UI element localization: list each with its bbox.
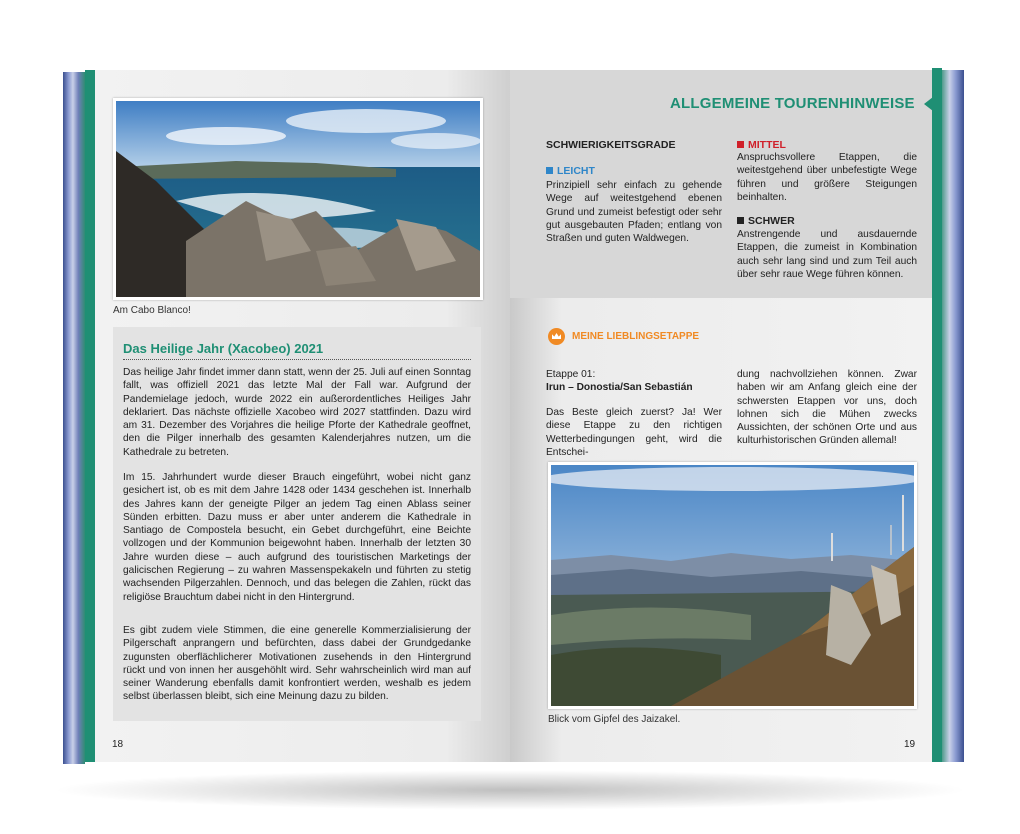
level-hard-name: SCHWER — [748, 215, 795, 227]
stage-name: Irun – Donostia/San Sebastián — [546, 382, 693, 393]
right-page-number: 19 — [904, 739, 916, 750]
left-page-number: 18 — [112, 739, 124, 750]
right-page-accent-strip — [932, 68, 942, 762]
level-easy-text: Prinzipiell sehr einfach zu gehende Wege auf weitestgehend ebenen Grund und zumeist befestigt oder sehr gut ausgebauten Pfaden; entlang von Straßen und guten Waldwegen. — [546, 180, 722, 245]
level-medium-name: MITTEL — [748, 139, 786, 151]
coast-illustration — [116, 101, 480, 297]
stage-text-right: dung nachvollziehen können. Zwar haben wir am Anfang gleich eine der schwersten Etappen vor uns, doch lohnen sich die Mühen zwecks Aussichten, der schönen Orte und aus kulturhistorischen Gründen allemal! — [737, 369, 917, 447]
right-photo-caption: Blick vom Gipfel des Jaizakel. — [548, 714, 681, 725]
section-marker-icon — [924, 97, 933, 111]
level-hard-text: Anstrengende und ausdauernde Etappen, die zumeist in Kombination auch sehr lang sind und zum Teil auch über sehr raue Wege führen können. — [737, 229, 917, 280]
level-easy-label — [546, 165, 595, 177]
book-edge-right — [940, 70, 964, 762]
level-hard-label — [737, 215, 795, 227]
book-shadow — [50, 770, 970, 810]
book-edge-left — [63, 72, 85, 764]
square-black-icon — [737, 217, 744, 224]
stage-label: Etappe 01: — [546, 369, 596, 380]
box-title: Das Heilige Jahr (Xacobeo) 2021 — [123, 341, 324, 356]
mountain-view-illustration — [551, 465, 914, 706]
square-blue-icon — [546, 167, 553, 174]
jaizkibel-photo — [548, 462, 917, 709]
left-photo-caption: Am Cabo Blanco! — [113, 305, 191, 316]
left-page-accent-strip — [85, 70, 95, 762]
section-title: ALLGEMEINE TOURENHINWEISE — [670, 95, 915, 112]
crown-icon — [548, 328, 565, 345]
box-paragraph-3: Es gibt zudem viele Stimmen, die eine generelle Kommerzialisierung der Pilgerschaft anprangern und befürchten, dass dabei der Grundgedanke zugunsten oberflächlicherer Motivationen zusehends in den Hintergrund rückt und von innen her ausgehöhlt wird. Sehr wahrscheinlich wird man auf seiner Wanderung ebenfalls damit konfrontiert werden, weshalb es jedem selbst überlassen bleibt, sich eine Meinung dazu zu bilden. — [123, 625, 471, 703]
box-paragraph-2: Im 15. Jahrhundert wurde dieser Brauch eingeführt, wobei nicht ganz gesichert ist, ob es mit dem Jahre 1428 oder 1434 geschehen ist. Innerhalb des Jahres kann der geneigte Pilger an jedem Tag einen Ablass seiner Sünden erbitten. Dazu muss er aber unter anderem die Kathedrale in Santiago de Compostela besucht, ein Gebet durchgeführt, eine Beichte vollzogen und der Kommunion beigewohnt haben. Innerhalb der letzten 30 Jahre wurden diese – auch aufgrund des touristischen Marketings der galicischen Regierung – zu wahren Massenspekakeln und führten zu stetig wachsenden Pilgerzahlen. Dennoch, und das belegen die Zahlen, rückt das religiöse Brauchtum dabei nicht in den Hintergrund. — [123, 472, 471, 603]
level-easy-name: LEICHT — [557, 165, 595, 177]
level-medium-label — [737, 139, 786, 151]
box-paragraph-1: Das heilige Jahr findet immer dann statt, wenn der 25. Juli auf einen Sonntag fallt, was offiziell 2021 das letzte Mal der Fall war. Aufgrund der Pandemielage jedoch, wurde 2022 ein außerordentliches Heiliges Jahr deklariert. Das nächste offizielle Xacobeo wird 2027 stattfinden. Dazu wird am 31. Dezember des Vorjahres die heilige Pforte der Kathedrale geoffnet, den die Pilger innerhalb des gesamten Kalenderjahres nutzen, um die Kathedrale zu betreten. — [123, 367, 471, 458]
stage-text-left: Das Beste gleich zuerst? Ja! Wer diese Etappe zu den richtigen Wetterbedingungen geht, wird die Entschei- — [546, 407, 722, 458]
box-title-divider — [123, 359, 471, 360]
cabo-blanco-photo — [113, 98, 483, 300]
square-red-icon — [737, 141, 744, 148]
favorite-stage-title: MEINE LIEBLINGSETAPPE — [572, 331, 700, 342]
level-medium-text: Anspruchsvollere Etappen, die weitestgehend über unbefestigte Wege führen und größere Steigungen beinhalten. — [737, 152, 917, 203]
difficulty-heading: SCHWIERIGKEITSGRADE — [546, 139, 676, 151]
